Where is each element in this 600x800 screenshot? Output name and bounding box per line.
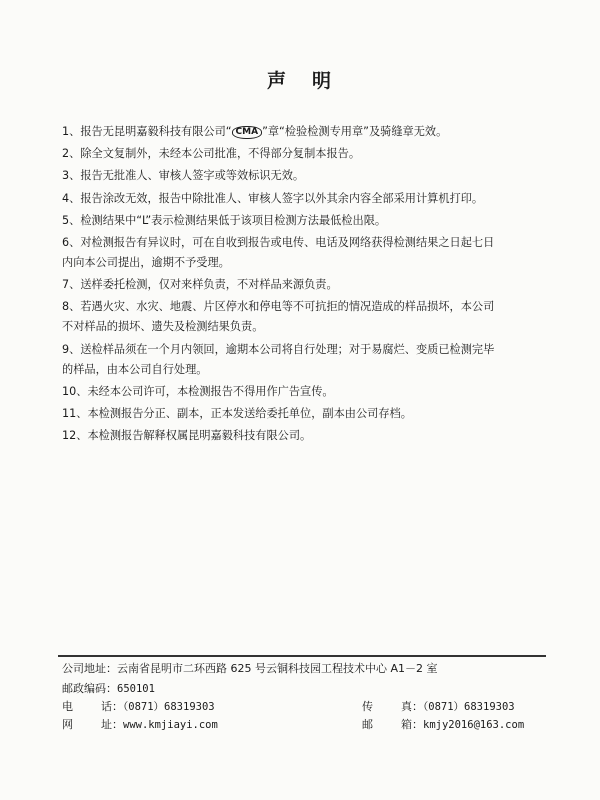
item-number: 7、 xyxy=(62,278,81,292)
item-text: 本检测报告解释权属昆明嘉毅科技有限公司。 xyxy=(87,429,312,443)
item-text: 除全文复制外，未经本公司批准，不得部分复制本报告。 xyxy=(80,147,361,161)
email-label-b: 箱： xyxy=(401,718,423,731)
website-link[interactable]: www.kmjiayi.com xyxy=(123,719,218,731)
list-item xyxy=(62,275,562,295)
item-text: 报告无批准人、审核人签字或等效标识无效。 xyxy=(80,169,305,183)
item-number: 6、 xyxy=(62,235,81,249)
declaration-list xyxy=(62,122,562,448)
cma-seal-icon: CMA xyxy=(232,126,263,139)
item-text: 对检测报告有异议时，可在自收到报告或电传、电话及网络获得检测结果之日起七日 xyxy=(80,235,495,249)
item-number: 8、 xyxy=(62,300,81,314)
item-text: 检测结果中“L”表示检测结果低于该项目检测方法最低检出限。 xyxy=(80,213,387,227)
fax-label-a: 传 xyxy=(362,700,373,713)
item-number: 4、 xyxy=(62,191,81,205)
address-row xyxy=(62,660,438,678)
address-value: 云南省昆明市二环西路 625 号云铜科技园工程技术中心 A1－2 室 xyxy=(117,662,438,675)
email-link[interactable]: kmjy2016@163.com xyxy=(423,719,525,731)
postcode-value: 650101 xyxy=(117,683,155,695)
website-row xyxy=(62,716,218,734)
email-row xyxy=(362,716,524,734)
item-text: 若遇火灾、水灾、地震、片区停水和停电等不可抗拒的情况造成的样品损坏，本公司 xyxy=(80,300,495,314)
item-text: 报告无昆明嘉毅科技有限公司“ xyxy=(80,125,232,138)
item-text-after: ”章“检验检测专用章”及骑缝章无效。 xyxy=(262,125,448,138)
item-text: 报告涂改无效，报告中除批准人、审核人签字以外其余内容全部采用计算机打印。 xyxy=(80,191,484,205)
item-number: 9、 xyxy=(62,342,81,356)
item-text: 未经本公司许可，本检测报告不得用作广告宣传。 xyxy=(87,384,334,398)
item-number: 10、 xyxy=(62,384,88,398)
item-text: 本检测报告分正、副本，正本发送给委托单位，副本由公司存档。 xyxy=(87,406,412,420)
list-item xyxy=(62,233,562,273)
fax-value: （0871）68319303 xyxy=(423,701,515,713)
fax-row xyxy=(362,698,515,716)
item-text-continuation: 不对样品的损坏、遗失及检测结果负责。 xyxy=(62,320,264,334)
list-item xyxy=(62,297,562,337)
footer-divider xyxy=(58,655,546,657)
postcode-label: 邮政编码： xyxy=(62,682,117,695)
item-number: 5、 xyxy=(62,213,81,227)
list-item xyxy=(62,189,562,209)
title-char-2: 明 xyxy=(312,70,334,92)
web-label-a: 网 xyxy=(62,718,73,731)
phone-value: （0871）68319303 xyxy=(123,701,215,713)
list-item xyxy=(62,340,562,380)
address-label: 公司地址： xyxy=(62,662,117,675)
phone-row xyxy=(62,698,215,716)
item-text: 送检样品须在一个月内领回，逾期本公司将自行处理；对于易腐烂、变质已检测完毕 xyxy=(80,342,495,356)
list-item xyxy=(62,404,562,424)
list-item xyxy=(62,122,562,142)
item-text: 送样委托检测，仅对来样负责，不对样品来源负责。 xyxy=(80,278,338,292)
list-item xyxy=(62,166,562,186)
fax-label-b: 真： xyxy=(401,700,423,713)
phone-label-a: 电 xyxy=(62,700,73,713)
list-item xyxy=(62,211,562,231)
item-text-continuation: 的样品，由本公司自行处理。 xyxy=(62,362,208,376)
item-number: 11、 xyxy=(62,406,88,420)
postcode-row xyxy=(62,680,155,698)
web-label-b: 址： xyxy=(101,718,123,731)
page-title xyxy=(0,66,600,93)
list-item xyxy=(62,144,562,164)
list-item xyxy=(62,382,562,402)
email-label-a: 邮 xyxy=(362,718,373,731)
list-item xyxy=(62,426,562,446)
title-char-1: 声 xyxy=(266,70,288,92)
item-text-continuation: 内向本公司提出，逾期不予受理。 xyxy=(62,255,230,269)
item-number: 2、 xyxy=(62,147,81,161)
item-number: 3、 xyxy=(62,169,81,183)
item-number: 1、 xyxy=(62,125,81,138)
phone-label-b: 话： xyxy=(101,700,123,713)
item-number: 12、 xyxy=(62,429,88,443)
